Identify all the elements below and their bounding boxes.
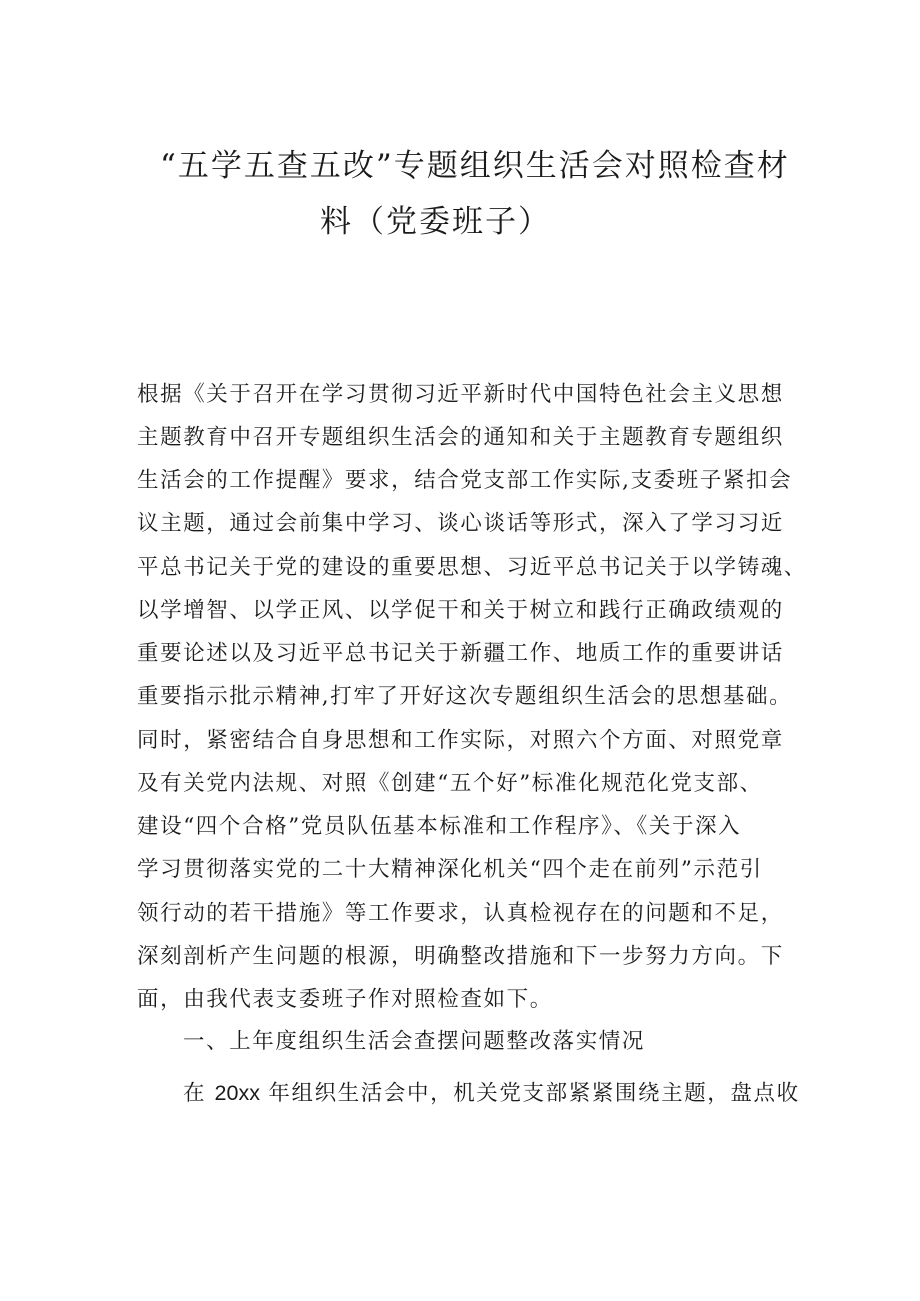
paragraph-line: 重要论述以及习近平总书记关于新疆工作、地质工作的重要讲话 — [137, 641, 784, 666]
section-heading: 一、上年度组织生活会查摆问题整改落实情况 — [183, 1029, 646, 1054]
paragraph-line: 重要指示批示精神,打牢了开好这次专题组织生活会的思想基础。 — [137, 684, 793, 709]
paragraph-line: 面，由我代表支委班子作对照检查如下。 — [137, 987, 553, 1012]
section-text-suffix: 年组织生活会中，机关党支部紧紧围绕主题，盘点收 — [259, 1081, 800, 1106]
paragraph-line: 根据《关于召开在学习贯彻习近平新时代中国特色社会主义思想 — [137, 382, 784, 407]
paragraph-line: 主题教育中召开专题组织生活会的通知和关于主题教育专题组织 — [137, 425, 784, 450]
paragraph-line: 同时，紧密结合自身思想和工作实际，对照六个方面、对照党章 — [137, 728, 784, 753]
paragraph-line: 及有关党内法规、对照《创建“五个好”标准化规范化党支部、 — [137, 771, 763, 796]
section-text-prefix: 在 — [183, 1081, 215, 1106]
paragraph-line: 学习贯彻落实党的二十大精神深化机关“四个走在前列”示范引 — [137, 857, 763, 882]
paragraph-line: 议主题，通过会前集中学习、谈心谈话等形式，深入了学习习近 — [137, 511, 784, 536]
paragraph-line: 领行动的若干措施》等工作要求，认真检视存在的问题和不足， — [137, 901, 784, 926]
paragraph-line: 建设“四个合格”党员队伍基本标准和工作程序》、《关于深入 — [137, 814, 742, 839]
paragraph-line: 以学增智、以学正风、以学促干和关于树立和践行正确政绩观的 — [137, 598, 784, 623]
year-value: 20xx — [214, 1081, 260, 1105]
section-paragraph-line — [183, 1078, 800, 1109]
paragraph-line: 平总书记关于党的建设的重要思想、习近平总书记关于以学铸魂、 — [137, 555, 807, 580]
document-title-line-2: 料（党委班子） — [320, 204, 551, 240]
paragraph-line: 深刻剖析产生问题的根源，明确整改措施和下一步努力方向。下 — [137, 944, 784, 969]
paragraph-line: 生活会的工作提醒》要求，结合党支部工作实际,支委班子紧扣会 — [137, 468, 793, 493]
document-title-line-1: “五学五查五改”专题组织生活会对照检查材 — [160, 148, 790, 184]
